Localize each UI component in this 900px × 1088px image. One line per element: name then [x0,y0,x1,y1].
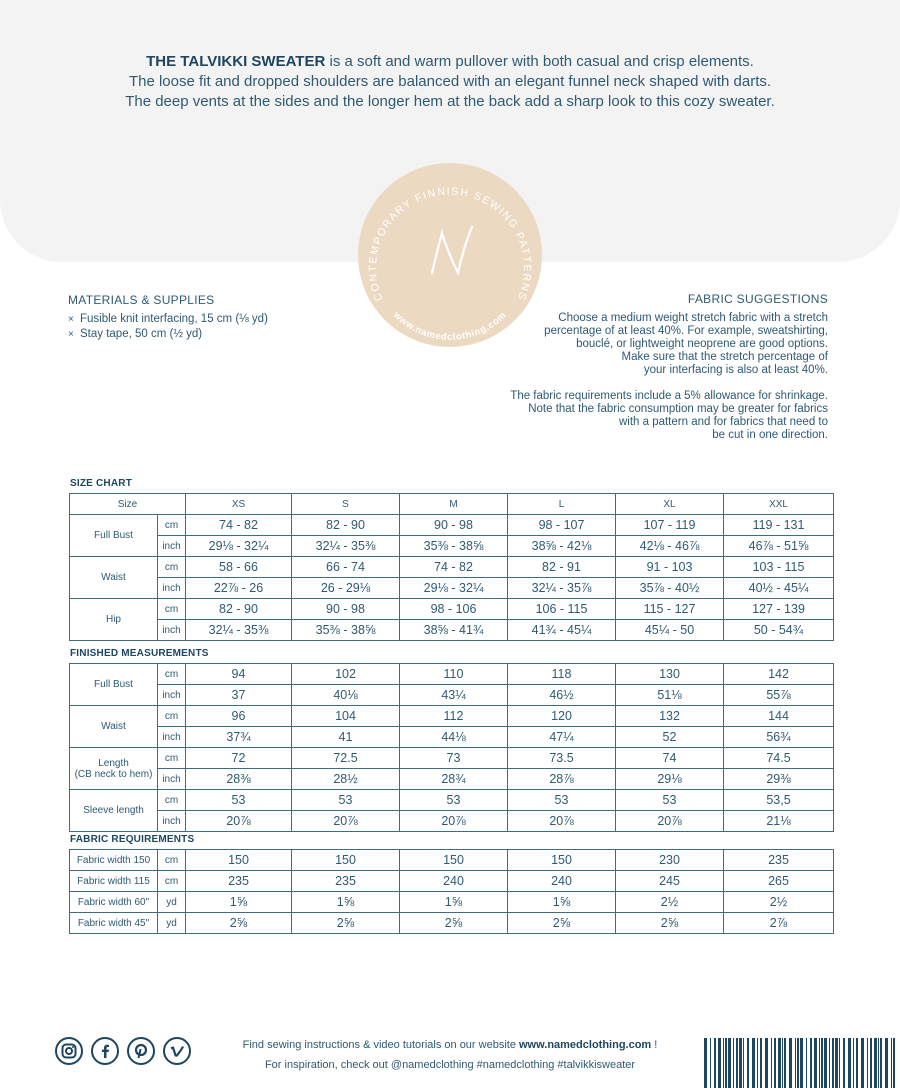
table-cell: 120 [508,706,616,727]
barcode-bar [819,1038,820,1088]
table-cell: 82 - 91 [508,557,616,578]
barcode-bar [739,1038,742,1088]
table-row [70,790,834,811]
finished-measurements-title: FINISHED MEASUREMENTS [70,648,209,659]
materials-section [68,293,268,342]
table-row [70,871,834,892]
fabric-text-line: Make sure that the stretch percentage of [621,351,828,363]
footer-line-1-suffix: ! [651,1039,658,1051]
table-cell: 53 [186,790,292,811]
fabric-suggestions-heading: FABRIC SUGGESTIONS [687,292,828,306]
intro-text [60,52,840,112]
table-cell: 53 [508,790,616,811]
table-cell: 2⅝ [292,913,400,934]
table-cell: 144 [724,706,834,727]
table-cell: 38⅝ - 41¾ [400,620,508,641]
barcode-bar [782,1038,783,1088]
table-row [70,578,834,599]
barcode-bar [835,1038,838,1088]
table-cell: 98 - 106 [400,599,508,620]
fabric-requirements-title: FABRIC REQUIREMENTS [70,834,195,845]
unit-cell: inch [158,578,186,599]
table-cell: 96 [186,706,292,727]
table-cell: 119 - 131 [724,515,834,536]
table-cell: 29⅛ - 32¼ [186,536,292,557]
size-header-label: Size [70,494,186,515]
barcode-bar [848,1038,851,1088]
table-cell: 74.5 [724,748,834,769]
fabric-text-line: bouclé, or lightweight neoprene are good options. [576,338,828,350]
table-cell: 150 [508,850,616,871]
barcode-bar [867,1038,868,1088]
table-cell: 52 [616,727,724,748]
fabric-text-line: Choose a medium weight stretch fabric with a stretch [558,312,828,324]
table-cell: 142 [724,664,834,685]
barcode-bar [778,1038,781,1088]
barcode-bar [704,1038,707,1088]
fabric-requirements-table [69,849,834,934]
table-cell: 265 [724,871,834,892]
barcode [700,1038,900,1088]
table-row [70,620,834,641]
table-cell: 66 - 74 [292,557,400,578]
size-chart-title: SIZE CHART [70,478,132,489]
table-cell: 104 [292,706,400,727]
bullet-x-icon: × [68,329,74,340]
unit-cell: inch [158,727,186,748]
table-cell: 74 - 82 [186,515,292,536]
row-label-text: Hip [105,614,121,625]
table-cell: 132 [616,706,724,727]
barcode-bar [821,1038,823,1088]
row-label-text: Waist [101,572,126,583]
table-cell: 72.5 [292,748,400,769]
table-cell: 32¼ - 35⅜ [292,536,400,557]
table-row [70,515,834,536]
unit-cell: cm [158,871,186,892]
barcode-bar [800,1038,803,1088]
table-cell: 21⅛ [724,811,834,832]
table-cell: 53,5 [724,790,834,811]
footer-text [225,1035,675,1075]
table-row [70,599,834,620]
row-label-text: Sleeve length [83,805,144,816]
table-cell: 82 - 90 [186,599,292,620]
table-cell: 103 - 115 [724,557,834,578]
materials-item-text: Stay tape, 50 cm (½ yd) [80,328,203,340]
table-row [70,557,834,578]
row-label: Fabric width 115 [70,871,158,892]
barcode-bar [880,1038,882,1088]
barcode-bar [870,1038,872,1088]
table-cell: 106 - 115 [508,599,616,620]
table-cell: 32¼ - 35⅞ [508,578,616,599]
table-cell: 28¾ [400,769,508,790]
row-label [70,557,158,599]
barcode-bar [728,1038,731,1088]
unit-cell: cm [158,706,186,727]
row-label [70,748,158,790]
table-cell: 94 [186,664,292,685]
table-cell: 2⅝ [616,913,724,934]
social-links [55,1037,191,1065]
unit-cell: cm [158,515,186,536]
table-cell: 2½ [724,892,834,913]
table-cell: 28⅜ [186,769,292,790]
table-cell: 41¾ - 45¼ [508,620,616,641]
table-cell: 46½ [508,685,616,706]
barcode-bar [757,1038,758,1088]
barcode-bar [774,1038,776,1088]
table-cell: 2⅝ [508,913,616,934]
row-label [70,664,158,706]
barcode-bar [861,1038,864,1088]
seal-website: www.namedclothing.com [391,309,509,343]
table-cell: 240 [508,871,616,892]
table-cell: 35⅞ - 40½ [616,578,724,599]
bullet-x-icon: × [68,314,74,325]
unit-cell: cm [158,790,186,811]
table-row [70,664,834,685]
unit-cell: yd [158,892,186,913]
barcode-bar [747,1038,749,1088]
table-cell: 51⅛ [616,685,724,706]
unit-cell: inch [158,769,186,790]
row-label [70,515,158,557]
table-cell: 37 [186,685,292,706]
barcode-bar [810,1038,812,1088]
barcode-bar [789,1038,792,1088]
fabric-suggestions-paragraph-2 [488,390,828,442]
row-label [70,790,158,832]
finished-measurements-table [69,663,834,832]
table-cell: 29⅜ [724,769,834,790]
table-cell: 28½ [292,769,400,790]
intro-line-2: The loose fit and dropped shoulders are balanced with an elegant funnel neck shaped with darts. [128,73,772,90]
footer-line-2: For inspiration, check out @namedclothing #namedclothing #talvikkisweater [264,1059,636,1071]
table-cell: 98 - 107 [508,515,616,536]
size-header-cell: XXL [724,494,834,515]
table-cell: 53 [616,790,724,811]
pinterest-icon[interactable] [127,1037,155,1065]
barcode-bar [829,1038,830,1088]
barcode-bar [797,1038,799,1088]
barcode-bar [832,1038,834,1088]
barcode-bar [733,1038,734,1088]
table-row [70,892,834,913]
table-cell: 107 - 119 [616,515,724,536]
barcode-bar [795,1038,796,1088]
table-cell: 35⅜ - 38⅝ [400,536,508,557]
table-cell: 130 [616,664,724,685]
table-cell: 245 [616,871,724,892]
unit-cell: yd [158,913,186,934]
barcode-bar [771,1038,772,1088]
table-row [70,913,834,934]
barcode-bar [736,1038,738,1088]
barcode-bar [723,1038,724,1088]
row-label-subtext: (CB neck to hem) [74,768,153,780]
table-cell: 47¼ [508,727,616,748]
table-cell: 45¼ - 50 [616,620,724,641]
size-header-cell: S [292,494,400,515]
unit-cell: cm [158,664,186,685]
barcode-bar [878,1038,879,1088]
table-cell: 72 [186,748,292,769]
barcode-bar [718,1038,721,1088]
fabric-suggestions-paragraph-1 [488,312,828,377]
barcode-bar [853,1038,854,1088]
facebook-icon[interactable] [91,1037,119,1065]
barcode-bar [839,1038,840,1088]
row-label-text: Waist [101,721,126,732]
table-cell: 41 [292,727,400,748]
row-label [70,599,158,641]
table-cell: 50 - 54¾ [724,620,834,641]
barcode-bar [806,1038,807,1088]
barcode-bar [856,1038,858,1088]
table-cell: 58 - 66 [186,557,292,578]
table-row [70,850,834,871]
website-link[interactable]: www.namedclothing.com [519,1039,652,1051]
table-cell: 2⅞ [724,913,834,934]
table-cell: 53 [400,790,508,811]
table-cell: 44⅛ [400,727,508,748]
barcode-bar [710,1038,711,1088]
fabric-text-line: percentage of at least 40%. For example, sweatshirting, [544,325,828,337]
table-cell: 150 [186,850,292,871]
table-cell: 40½ - 45¼ [724,578,834,599]
table-cell: 29⅛ - 32¼ [400,578,508,599]
table-cell: 112 [400,706,508,727]
table-cell: 230 [616,850,724,871]
table-cell: 91 - 103 [616,557,724,578]
table-cell: 90 - 98 [292,599,400,620]
barcode-bar [893,1038,895,1088]
unit-cell: cm [158,850,186,871]
materials-item [68,312,268,327]
materials-item [68,327,268,342]
barcode-bar [743,1038,744,1088]
table-cell: 56¾ [724,727,834,748]
unit-cell: cm [158,599,186,620]
table-cell: 74 [616,748,724,769]
table-cell: 235 [724,850,834,871]
row-label: Fabric width 150 [70,850,158,871]
fabric-text-line: The fabric requirements include a 5% allowance for shrinkage. [510,390,828,402]
unit-cell: cm [158,748,186,769]
barcode-bar [784,1038,786,1088]
table-row [70,685,834,706]
table-cell: 55⅞ [724,685,834,706]
size-chart-table [69,493,834,641]
table-cell: 42⅛ - 46⅞ [616,536,724,557]
table-row [70,727,834,748]
fabric-text-line: Note that the fabric consumption may be greater for fabrics [528,403,828,415]
table-cell: 28⅞ [508,769,616,790]
footer-line-1 [225,1035,675,1055]
materials-heading: MATERIALS & SUPPLIES [68,293,215,307]
fabric-text-line: with a pattern and for fabrics that need to [618,416,828,428]
row-label-text: Full Bust [94,679,133,690]
table-row [70,748,834,769]
table-cell: 20⅞ [508,811,616,832]
table-cell: 1⅝ [186,892,292,913]
unit-cell: inch [158,685,186,706]
fabric-text-line: your interfacing is also at least 40%. [643,364,828,376]
table-cell: 1⅝ [292,892,400,913]
barcode-bar [765,1038,768,1088]
table-cell: 20⅞ [186,811,292,832]
row-label-text: Length [98,757,129,769]
table-cell: 115 - 127 [616,599,724,620]
table-cell: 29⅛ [616,769,724,790]
table-cell: 22⅞ - 26 [186,578,292,599]
table-cell: 26 - 29⅛ [292,578,400,599]
fabric-suggestions-section [488,293,828,442]
table-cell: 20⅞ [616,811,724,832]
table-row [70,811,834,832]
table-cell: 46⅞ - 51⅝ [724,536,834,557]
table-cell: 90 - 98 [400,515,508,536]
size-header-cell: XL [616,494,724,515]
barcode-bar [752,1038,755,1088]
instagram-icon[interactable] [55,1037,83,1065]
table-cell: 38⅝ - 42⅛ [508,536,616,557]
table-row [70,769,834,790]
barcode-bar [725,1038,727,1088]
table-cell: 127 - 139 [724,599,834,620]
table-cell: 73 [400,748,508,769]
table-cell: 74 - 82 [400,557,508,578]
footer-line-1-prefix: Find sewing instructions & video tutorials on our website [242,1039,519,1051]
barcode-bar [843,1038,845,1088]
table-cell: 2⅝ [400,913,508,934]
table-cell: 32¼ - 35⅜ [186,620,292,641]
table-row [70,706,834,727]
intro-line-3: The deep vents at the sides and the longer hem at the back add a sharp look to this cozy sweater. [125,93,775,110]
materials-item-text: Fusible knit interfacing, 15 cm (⅛ yd) [80,313,268,325]
table-cell: 53 [292,790,400,811]
unit-cell: inch [158,811,186,832]
table-cell: 2½ [616,892,724,913]
table-cell: 43¼ [400,685,508,706]
table-cell: 150 [400,850,508,871]
table-cell: 118 [508,664,616,685]
table-cell: 82 - 90 [292,515,400,536]
intro-title: THE TALVIKKI SWEATER [146,53,326,70]
barcode-bar [714,1038,716,1088]
size-header-cell: L [508,494,616,515]
table-cell: 102 [292,664,400,685]
table-row [70,536,834,557]
table-cell: 1⅝ [508,892,616,913]
table-cell: 35⅜ - 38⅝ [292,620,400,641]
table-cell: 40⅛ [292,685,400,706]
table-cell: 110 [400,664,508,685]
unit-cell: cm [158,557,186,578]
size-header-cell: M [400,494,508,515]
row-label: Fabric width 45" [70,913,158,934]
table-cell: 235 [186,871,292,892]
row-label [70,706,158,748]
seal-arc-text: CONTEMPORARY FINNISH SEWING PATTERNS [366,185,534,303]
barcode-bar [824,1038,827,1088]
vimeo-icon[interactable] [163,1037,191,1065]
fabric-text-line: be cut in one direction. [712,429,828,441]
table-cell: 2⅝ [186,913,292,934]
row-label-text: Full Bust [94,530,133,541]
unit-cell: inch [158,620,186,641]
size-header-cell: XS [186,494,292,515]
barcode-bar [814,1038,817,1088]
table-cell: 235 [292,871,400,892]
table-header-row [70,494,834,515]
table-cell: 240 [400,871,508,892]
table-cell: 1⅝ [400,892,508,913]
table-cell: 37¾ [186,727,292,748]
barcode-bar [760,1038,762,1088]
barcode-bar [891,1038,892,1088]
table-cell: 73.5 [508,748,616,769]
table-cell: 20⅞ [292,811,400,832]
unit-cell: inch [158,536,186,557]
table-cell: 150 [292,850,400,871]
barcode-bar [874,1038,877,1088]
row-label: Fabric width 60" [70,892,158,913]
intro-line-1: is a soft and warm pullover with both casual and crisp elements. [325,53,754,70]
barcode-bar [885,1038,888,1088]
table-cell: 20⅞ [400,811,508,832]
